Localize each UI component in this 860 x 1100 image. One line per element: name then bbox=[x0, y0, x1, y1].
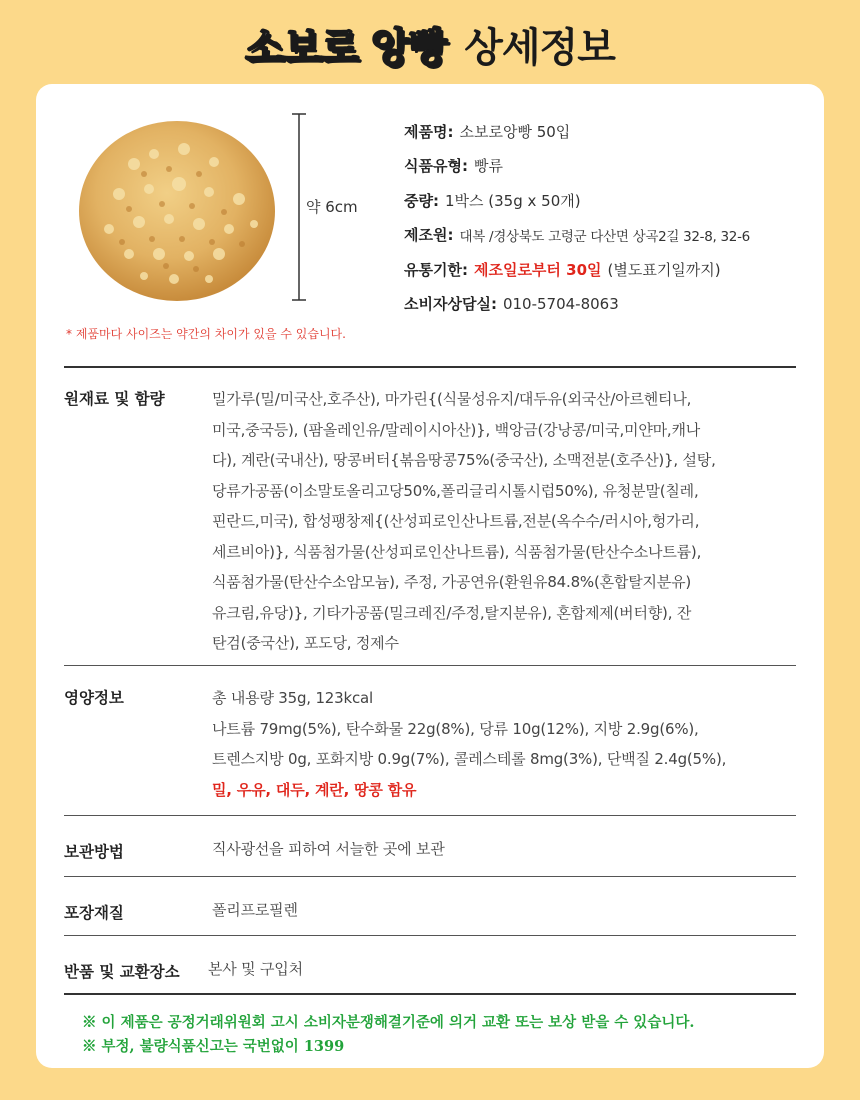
ingredients-label: 원재료 및 함량 bbox=[64, 390, 165, 408]
ingredients-text bbox=[212, 384, 796, 659]
ingredients-line: 식품첨가물(탄산수소암모늄), 주정, 가공연유(환원유84.8%(혼합탈지분유) bbox=[212, 573, 692, 591]
info-value: (별도표기일까지) bbox=[607, 260, 721, 279]
divider bbox=[64, 993, 796, 995]
expiry-highlight: 제조일로부터 30일 bbox=[473, 260, 602, 279]
info-key: 유통기한: bbox=[404, 260, 468, 279]
info-key: 소비자상담실: bbox=[404, 295, 497, 314]
info-row-manufacturer bbox=[404, 218, 814, 253]
product-info-list bbox=[404, 114, 814, 321]
packaging-label: 포장재질 bbox=[64, 904, 124, 922]
ingredients-line: 미국,중국등), (팜올레인유/말레이시아산)}, 백앙금(강낭콩/미국,미얀마,캐나 bbox=[212, 420, 701, 439]
info-key: 식품유형: bbox=[404, 157, 468, 176]
size-note: * 제품마다 사이즈는 약간의 차이가 있을 수 있습니다. bbox=[66, 327, 346, 341]
storage-label: 보관방법 bbox=[64, 843, 124, 861]
ingredients-line: 밀가루(밀/미국산,호주산), 마가린{(식물성유지/대두유(외국산/아르헨티나, bbox=[212, 390, 692, 408]
packaging-value: 폴리프로필렌 bbox=[212, 901, 298, 919]
info-row-contact bbox=[404, 287, 814, 322]
ingredients-line: 당류가공품(이소말토올리고당50%,폴리글리시톨시럽50%), 유청분말(칠레, bbox=[212, 481, 699, 500]
returns-label: 반품 및 교환장소 bbox=[64, 963, 180, 981]
info-value: 소보로앙빵 50입 bbox=[459, 122, 571, 141]
page-title bbox=[0, 14, 860, 74]
nutrition-line: 트렌스지방 0g, 포화지방 0.9g(7%), 콜레스테롤 8mg(3%), 단백질 2.4g(5%), bbox=[212, 750, 727, 768]
info-value: 010-5704-8063 bbox=[502, 294, 619, 313]
returns-value: 본사 및 구입처 bbox=[208, 960, 303, 978]
allergen-warning: 밀, 우유, 대두, 계란, 땅콩 함유 bbox=[212, 780, 417, 799]
divider bbox=[64, 665, 796, 666]
soboro-bread-image bbox=[74, 114, 280, 304]
size-label: 약 6cm bbox=[306, 198, 358, 216]
ingredients-line: 탄검(중국산), 포도당, 정제수 bbox=[212, 634, 399, 652]
info-row-name bbox=[404, 114, 814, 149]
info-row-expiry bbox=[404, 252, 814, 287]
nutrition-label: 영양정보 bbox=[64, 689, 124, 707]
title-main: 소보로 앙빵 bbox=[245, 24, 447, 71]
ingredients-line: 다), 계란(국내산), 땅콩버터{볶음땅콩75%(중국산), 소맥전분(호주산)}, 설탕, bbox=[212, 451, 716, 469]
divider bbox=[64, 935, 796, 936]
notice-block bbox=[82, 1011, 802, 1059]
info-key: 중량: bbox=[404, 191, 439, 210]
nutrition-line: 나트륨 79mg(5%), 탄수화물 22g(8%), 당류 10g(12%), 지방 2.9g(6%), bbox=[212, 719, 699, 738]
info-row-weight bbox=[404, 183, 814, 218]
notice-line: ※ 부정, 불량식품신고는 국번없이 1399 bbox=[82, 1038, 345, 1055]
divider bbox=[64, 876, 796, 877]
info-key: 제품명: bbox=[404, 122, 454, 141]
title-sub: 상세정보 bbox=[464, 24, 615, 71]
ingredients-line: 유크림,유당)}, 기타가공품(밀크레진/주정,탈지분유), 혼합제제(버터향), 잔 bbox=[212, 603, 692, 622]
ingredients-line: 세르비아)}, 식품첨가물(산성피로인산나트륨), 식품첨가물(탄산수소나트륨), bbox=[212, 542, 702, 561]
nutrition-text bbox=[212, 683, 796, 805]
info-value: 빵류 bbox=[473, 157, 503, 176]
divider bbox=[64, 366, 796, 368]
info-value: 1박스 (35g x 50개) bbox=[444, 191, 581, 210]
notice-line: ※ 이 제품은 공정거래위원회 고시 소비자분쟁해결기준에 의거 교환 또는 보상 받을 수 있습니다. bbox=[82, 1014, 695, 1031]
ingredients-line: 핀란드,미국), 합성팽창제{(산성피로인산나트륨,전분(옥수수/러시아,헝가리, bbox=[212, 512, 700, 530]
nutrition-line: 총 내용량 35g, 123kcal bbox=[212, 689, 373, 707]
info-key: 제조원: bbox=[404, 226, 454, 245]
divider bbox=[64, 815, 796, 816]
info-value: 대복 /경상북도 고령군 다산면 상곡2길 32-8, 32-6 bbox=[459, 228, 750, 245]
storage-value: 직사광선을 피하여 서늘한 곳에 보관 bbox=[212, 840, 445, 858]
info-row-type bbox=[404, 149, 814, 184]
